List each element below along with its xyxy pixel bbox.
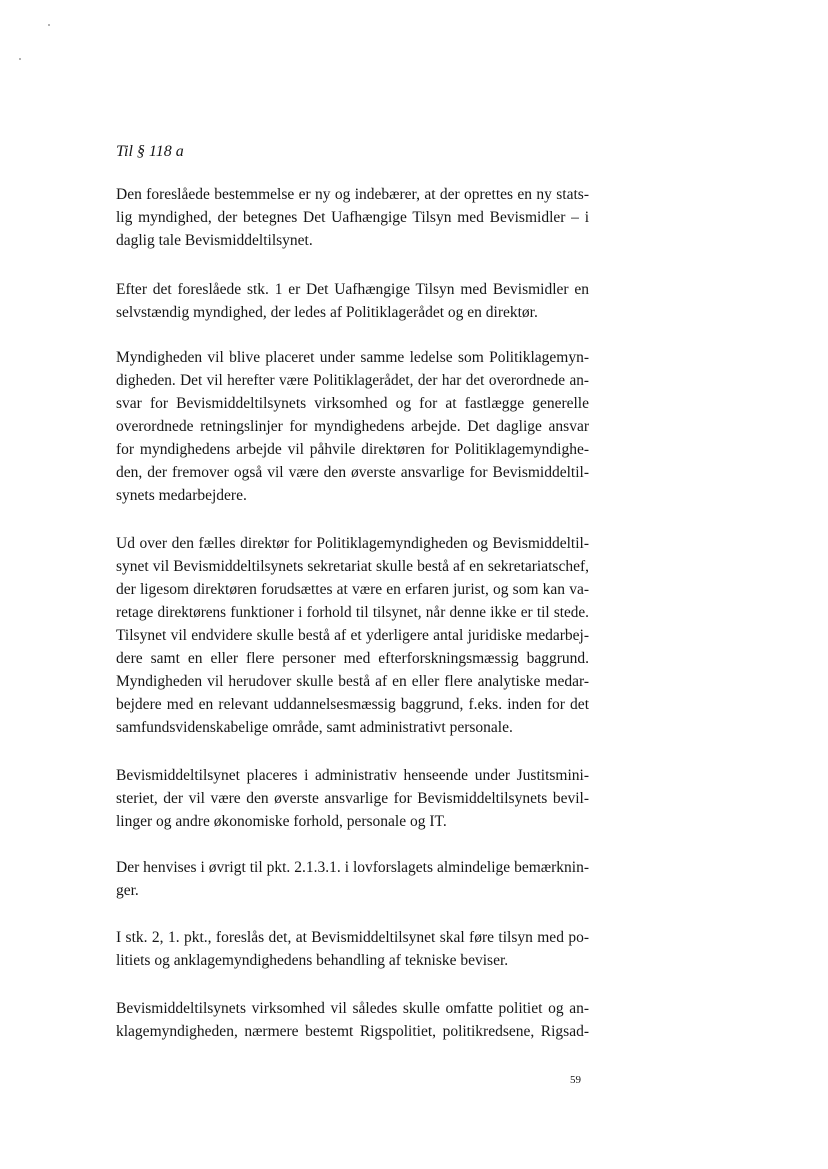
text-line: Den foreslåede bestemmelse er ny og indebærer, at der oprettes en ny stats- [116, 186, 589, 203]
paragraph-8 [116, 997, 589, 1043]
paragraph-3 [116, 346, 589, 507]
text-line: Der henvises i øvrigt til pkt. 2.1.3.1. i lovforslagets almindelige bemærknin- [116, 859, 589, 876]
text-line: synets medarbejdere. [116, 487, 247, 504]
scan-speck [19, 58, 21, 60]
text-line: daglig tale Bevismiddeltilsynet. [116, 232, 313, 249]
text-line: Bevismiddeltilsynet placeres i administrativ henseende under Justitsmini- [116, 767, 589, 784]
section-heading: Til § 118 a [116, 143, 184, 160]
paragraph-2 [116, 278, 589, 324]
text-line: ger. [116, 882, 139, 899]
text-line: dere samt en eller flere personer med efterforskningsmæssig baggrund. [116, 650, 589, 667]
paragraph-6 [116, 856, 589, 902]
text-line: overordnede retningslinjer for myndighedens arbejde. Det daglige ansvar [116, 418, 589, 435]
text-line: selvstændig myndighed, der ledes af Politiklagerådet og en direktør. [116, 304, 538, 321]
scan-speck [48, 24, 50, 26]
text-line: Myndigheden vil herudover skulle bestå af en eller flere analytiske medar- [116, 673, 589, 690]
text-line: lig myndighed, der betegnes Det Uafhængige Tilsyn med Bevismidler – i [116, 209, 589, 226]
text-line: litiets og anklagemyndighedens behandling af tekniske beviser. [116, 952, 509, 969]
paragraph-4 [116, 532, 589, 739]
text-line: Bevismiddeltilsynets virksomhed vil således skulle omfatte politiet og an- [116, 1000, 589, 1017]
page-number: 59 [570, 1074, 581, 1086]
paragraph-7 [116, 926, 589, 972]
text-line: der ligesom direktøren forudsættes at være en erfaren jurist, og som kan va- [116, 581, 589, 598]
paragraph-5 [116, 764, 589, 833]
text-line: bejdere med en relevant uddannelsesmæssig baggrund, f.eks. inden for det [116, 696, 589, 713]
paragraph-1 [116, 183, 589, 252]
text-line: linger og andre økonomiske forhold, personale og IT. [116, 813, 447, 830]
text-line: Efter det foreslåede stk. 1 er Det Uafhængige Tilsyn med Bevismidler en [116, 281, 589, 298]
text-line: den, der fremover også vil være den øverste ansvarlige for Bevismiddeltil- [116, 464, 589, 481]
text-line: klagemyndigheden, nærmere bestemt Rigspolitiet, politikredsene, Rigsad- [116, 1023, 589, 1040]
text-line: Ud over den fælles direktør for Politiklagemyndigheden og Bevismiddeltil- [116, 535, 589, 552]
text-line: I stk. 2, 1. pkt., foreslås det, at Bevismiddeltilsynet skal føre tilsyn med po- [116, 929, 589, 946]
text-line: Tilsynet vil endvidere skulle bestå af et yderligere antal juridiske medarbej- [116, 627, 589, 644]
text-line: svar for Bevismiddeltilsynets virksomhed og for at fastlægge generelle [116, 395, 589, 412]
text-line: samfundsvidenskabelige område, samt administrativt personale. [116, 719, 513, 736]
text-line: for myndighedens arbejde vil påhvile direktøren for Politiklagemyndighe- [116, 441, 589, 458]
text-line: digheden. Det vil herefter være Politiklagerådet, der har det overordnede an- [116, 372, 589, 389]
text-line: steriet, der vil være den øverste ansvarlige for Bevismiddeltilsynets bevil- [116, 790, 589, 807]
text-line: retage direktørens funktioner i forhold til tilsynet, når denne ikke er til stede. [116, 604, 589, 621]
text-line: synet vil Bevismiddeltilsynets sekretariat skulle bestå af en sekretariatschef, [116, 558, 589, 575]
text-line: Myndigheden vil blive placeret under samme ledelse som Politiklagemyn- [116, 349, 589, 366]
